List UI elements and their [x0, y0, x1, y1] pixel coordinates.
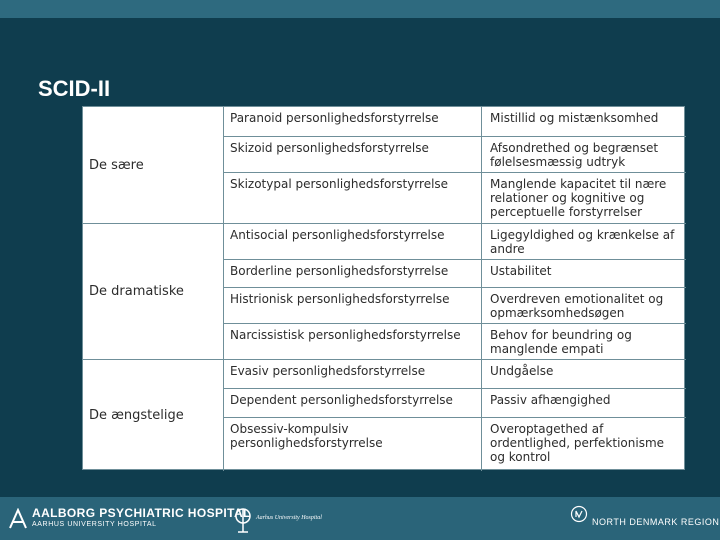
disorder-cell: Dependent personlighedsforstyrrelse [223, 389, 481, 418]
trait-cell: Mistillid og mistænksomhed [481, 107, 686, 137]
group-label-anxious: De ængstelige [89, 408, 184, 423]
group-label-odd: De sære [83, 107, 223, 224]
disorder-cell: Histrionisk personlighedsforstyrrelse [223, 288, 481, 324]
top-band [0, 0, 720, 18]
disorder-cell: Narcissistisk personlighedsforstyrrelse [223, 324, 481, 360]
disorder-cell: Antisocial personlighedsforstyrrelse [223, 224, 481, 260]
group-label-dramatic: De dramatiske [83, 224, 223, 360]
personality-table [82, 106, 685, 470]
disorder-cell: Obsessiv-kompulsiv personlighedsforstyrrelse [223, 418, 481, 471]
footer-bar [0, 497, 720, 540]
trait-cell: Overoptagethed af ordentlighed, perfektionisme og kontrol [481, 418, 686, 471]
region-logo [570, 505, 720, 527]
university-emblem-icon [232, 505, 254, 535]
hospital-logo [32, 507, 251, 530]
trait-cell: Behov for beundring og manglende empati [481, 324, 686, 360]
university-logo [232, 505, 322, 539]
trait-cell: Undgåelse [481, 360, 686, 389]
disorder-cell: Evasiv personlighedsforstyrrelse [223, 360, 481, 389]
hospital-subname: AARHUS UNIVERSITY HOSPITAL [32, 521, 157, 528]
hospital-emblem-icon [8, 508, 28, 530]
disorder-cell: Skizotypal personlighedsforstyrrelse [223, 173, 481, 224]
university-name: Aarhus University Hospital [256, 515, 322, 521]
trait-cell: Ligegyldighed og krænkelse af andre [481, 224, 686, 260]
disorder-cell: Paranoid personlighedsforstyrrelse [223, 107, 481, 137]
region-name: NORTH DENMARK REGION [592, 517, 720, 527]
hospital-name: AALBORG PSYCHIATRIC HOSPITAL [32, 506, 251, 520]
region-emblem-icon [570, 505, 588, 523]
disorder-cell: Borderline personlighedsforstyrrelse [223, 260, 481, 288]
disorder-cell: Skizoid personlighedsforstyrrelse [223, 137, 481, 173]
trait-cell: Afsondrethed og begrænset følelsesmæssig udtryk [481, 137, 686, 173]
trait-cell: Ustabilitet [481, 260, 686, 288]
slide-title: SCID-II [38, 76, 111, 101]
trait-cell: Manglende kapacitet til nære relationer og kognitive og perceptuelle forstyrrelser [481, 173, 686, 224]
trait-cell: Overdreven emotionalitet og opmærksomhedsøgen [481, 288, 686, 324]
trait-cell: Passiv afhængighed [481, 389, 686, 418]
